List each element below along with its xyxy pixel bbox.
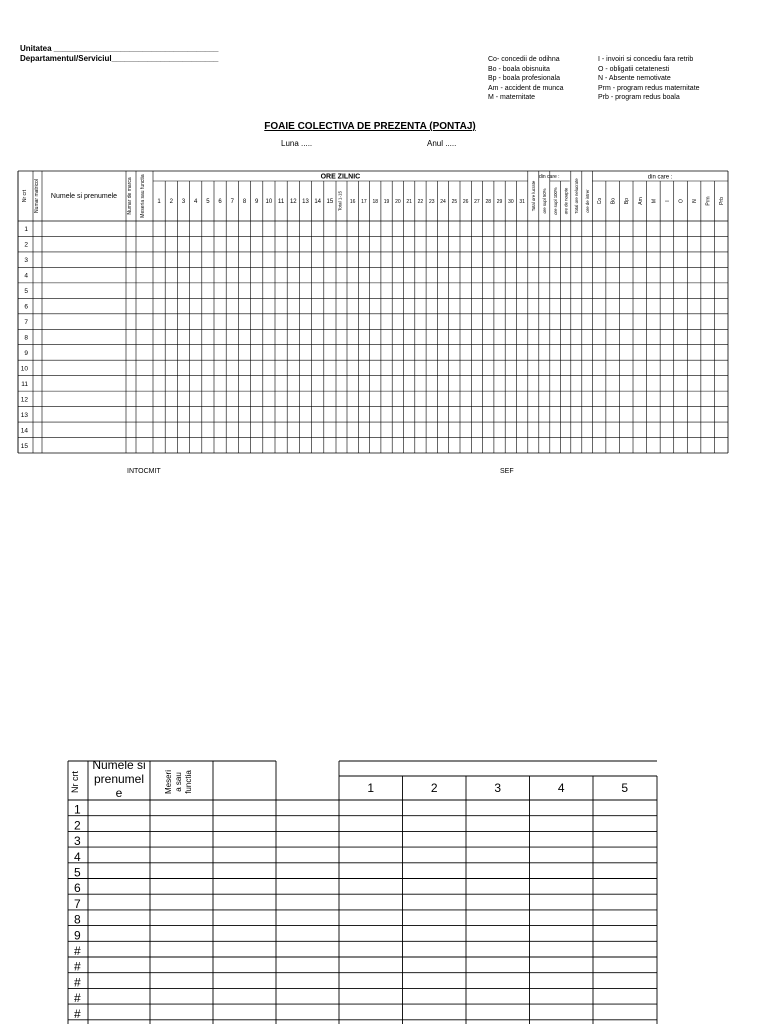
day-header: 23 bbox=[428, 199, 435, 205]
row-number: 5 bbox=[74, 865, 81, 880]
row-number: # bbox=[74, 959, 81, 974]
absence-code-header: Bo bbox=[610, 197, 617, 205]
legend-item: O - obligatii cetatenesti bbox=[598, 65, 670, 73]
legend-item: I - invoiri si concediu fara retrib bbox=[598, 56, 694, 63]
day-header: 10 bbox=[265, 199, 273, 205]
row-number: 14 bbox=[20, 427, 28, 435]
row-number: 4 bbox=[24, 272, 28, 280]
day-header: 1 bbox=[367, 781, 375, 795]
row-number: 7 bbox=[74, 896, 81, 911]
day-header: 4 bbox=[557, 781, 565, 795]
day-header: 22 bbox=[417, 199, 424, 205]
day-header: 13 bbox=[302, 199, 309, 205]
row-number: # bbox=[74, 975, 81, 990]
legend-item: Co- concedii de odihna bbox=[488, 56, 560, 63]
meserie-header-line: a sau bbox=[174, 772, 183, 792]
day-header: 17 bbox=[361, 199, 367, 205]
row-number: 3 bbox=[24, 257, 28, 265]
numar-marca-header: Numar de marca bbox=[127, 177, 133, 215]
unitatea-line: Unitatea _____________________________________ bbox=[20, 44, 219, 53]
nume-header-line: e bbox=[115, 786, 123, 800]
day-header: 2 bbox=[169, 199, 173, 205]
legend-item: M - maternitate bbox=[488, 94, 536, 101]
day-header: 30 bbox=[508, 199, 514, 205]
document-title: FOAIE COLECTIVA DE PREZENTA (PONTAJ) bbox=[264, 121, 476, 132]
row-number: 5 bbox=[24, 288, 28, 296]
day-header: 12 bbox=[289, 199, 297, 205]
absence-code-header: Prb bbox=[719, 197, 726, 205]
total-ore-nelucrate-header: Total ore nelucrate bbox=[573, 178, 579, 214]
luna-field: Luna ..... bbox=[281, 139, 313, 148]
day-header: 3 bbox=[494, 781, 502, 795]
row-number: # bbox=[74, 1006, 81, 1021]
day-header: 18 bbox=[372, 199, 379, 205]
row-number: 9 bbox=[74, 928, 81, 943]
legend-item: Bp - boala profesionala bbox=[488, 75, 560, 82]
row-number: # bbox=[74, 944, 81, 958]
day-header: 7 bbox=[230, 199, 234, 205]
row-number: 1 bbox=[74, 802, 81, 817]
meserie-header-line: functia bbox=[184, 770, 193, 794]
day-header: 1 bbox=[157, 199, 161, 205]
meserie-header: Meseria sau functia bbox=[140, 174, 146, 218]
absence-code-header: O bbox=[678, 199, 685, 203]
absence-code-header: I bbox=[664, 200, 671, 202]
legend-item: Prb - program redus boala bbox=[598, 94, 680, 101]
row-number: 13 bbox=[20, 411, 28, 419]
nume-header: Numele si prenumele bbox=[50, 193, 118, 200]
day-header: 4 bbox=[194, 199, 198, 205]
row-number: 11 bbox=[21, 380, 28, 388]
legend-item: Am - accident de munca bbox=[488, 84, 564, 92]
nr-crt-header: Nr crt bbox=[22, 189, 28, 203]
row-number: 8 bbox=[24, 334, 28, 342]
day-header: 26 bbox=[462, 199, 469, 205]
day-header: 2 bbox=[430, 781, 438, 795]
day-header: 6 bbox=[218, 199, 222, 205]
day-header: 29 bbox=[496, 199, 503, 205]
absence-code-header: N bbox=[692, 199, 699, 203]
day-header: 21 bbox=[406, 199, 412, 205]
ore-supl-50-header: ore supl 50% bbox=[541, 188, 547, 214]
row-number: 6 bbox=[74, 881, 81, 896]
day-header: 20 bbox=[395, 199, 401, 205]
day-header: 11 bbox=[277, 199, 285, 205]
nume-header-line: Numele si bbox=[92, 758, 146, 772]
absence-code-header: M bbox=[651, 198, 658, 204]
absence-code-header: Am bbox=[637, 197, 644, 205]
din-care-header: din care : bbox=[539, 174, 560, 180]
day-header: 5 bbox=[621, 781, 629, 795]
day-header: 27 bbox=[474, 199, 480, 205]
day-header: 9 bbox=[255, 199, 259, 205]
absence-code-header: Co bbox=[597, 197, 604, 205]
absence-code-header: Bp bbox=[624, 197, 631, 205]
day-header: 25 bbox=[451, 199, 458, 205]
legend-item: Prm - program redus maternitate bbox=[598, 84, 700, 92]
day-header: 5 bbox=[206, 199, 210, 205]
legend-item: Bo - boala obisnuita bbox=[488, 65, 550, 73]
ore-noapte-header: ore de noapte bbox=[563, 187, 569, 215]
row-number: 15 bbox=[20, 442, 28, 450]
row-number: 1 bbox=[24, 226, 28, 234]
day-header: 14 bbox=[314, 199, 322, 205]
intocmit-label: INTOCMIT bbox=[127, 468, 161, 475]
day-header: 31 bbox=[519, 199, 525, 205]
day-header: 3 bbox=[181, 199, 186, 205]
absence-code-header: Prm bbox=[705, 196, 712, 206]
row-number: 10 bbox=[20, 365, 28, 373]
legend-item: N - Absente nemotivate bbox=[598, 75, 671, 82]
ore-zilnic-header: ORE ZILNIC bbox=[320, 173, 361, 181]
departament-line: Departamentul/Serviciul________________________ bbox=[20, 54, 219, 63]
row-number: 12 bbox=[20, 396, 28, 404]
nr-crt-header: Nr crt bbox=[70, 771, 80, 793]
din-care-header: din care : bbox=[647, 174, 673, 181]
row-number: 2 bbox=[24, 241, 28, 249]
day-header: 19 bbox=[383, 199, 390, 205]
total-ore-lucrate-header: Total ore lucrate bbox=[530, 180, 536, 212]
row-number: 9 bbox=[24, 349, 28, 357]
sef-label: SEF bbox=[500, 468, 514, 475]
ore-supl-100-header: ore supl 100% bbox=[552, 187, 558, 215]
day-header: 28 bbox=[485, 199, 492, 205]
anul-field: Anul ..... bbox=[427, 139, 457, 148]
total-1-15-header: Total 1-15 bbox=[337, 190, 343, 212]
row-number: # bbox=[74, 991, 81, 1006]
row-number: 2 bbox=[74, 818, 81, 833]
day-header: 16 bbox=[349, 199, 356, 205]
row-number: 3 bbox=[74, 834, 81, 849]
nume-header-line: prenumel bbox=[93, 772, 145, 786]
numar-matricol-header: Numar matricol bbox=[34, 179, 40, 213]
row-number: 7 bbox=[24, 319, 28, 327]
row-number: 4 bbox=[74, 849, 81, 864]
meserie-header-line: Meseri bbox=[164, 769, 173, 795]
day-header: 24 bbox=[440, 199, 446, 205]
row-number: 6 bbox=[24, 303, 28, 311]
row-number: 8 bbox=[74, 912, 81, 927]
day-header: 8 bbox=[242, 199, 247, 205]
ore-intrer-header: ore de intrer bbox=[584, 189, 590, 213]
day-header: 15 bbox=[326, 199, 334, 205]
